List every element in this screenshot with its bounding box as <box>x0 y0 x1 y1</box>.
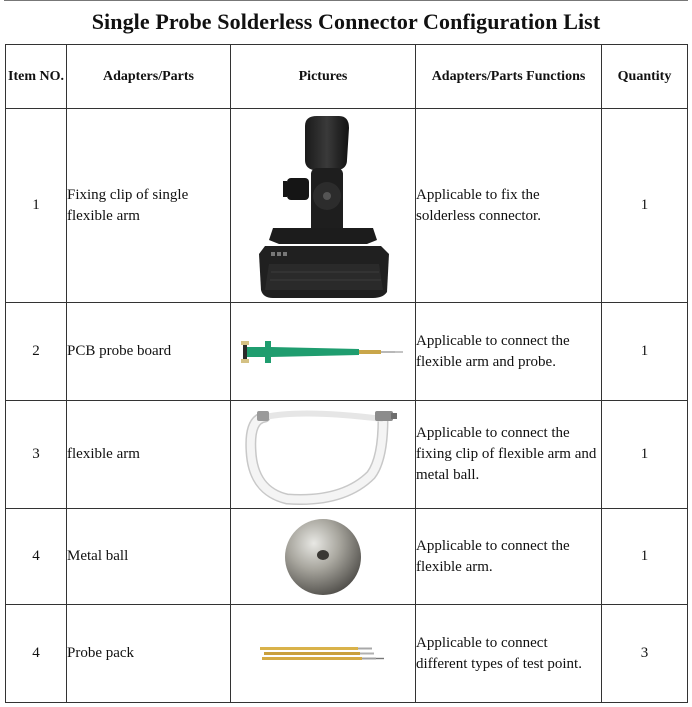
table-row <box>6 303 688 401</box>
table-row <box>6 109 688 303</box>
part-function: Applicable to fix the solderless connector. <box>416 109 602 303</box>
page-title: Single Probe Solderless Connector Configuration List <box>91 9 601 34</box>
probe-pack-photo <box>258 644 388 664</box>
part-name: PCB probe board <box>67 303 231 401</box>
top-rule <box>4 0 688 1</box>
header-pictures: Pictures <box>231 45 416 109</box>
fixing-clip-photo <box>243 114 403 298</box>
table-row <box>6 401 688 509</box>
item-number: 3 <box>6 401 67 509</box>
part-quantity: 3 <box>602 605 688 703</box>
metal-ball-photo <box>283 517 363 597</box>
header-parts: Adapters/Parts <box>67 45 231 109</box>
part-function: Applicable to connect the fixing clip of flexible arm and metal ball. <box>416 401 602 509</box>
header-item-no: Item NO. <box>6 45 67 109</box>
picture-cell <box>231 605 416 703</box>
part-quantity: 1 <box>602 509 688 605</box>
part-function: Applicable to connect the flexible arm and probe. <box>416 303 602 401</box>
item-number: 2 <box>6 303 67 401</box>
part-name: Fixing clip of single flexible arm <box>67 109 231 303</box>
table-row <box>6 605 688 703</box>
part-quantity: 1 <box>602 109 688 303</box>
item-number: 4 <box>6 605 67 703</box>
item-number: 1 <box>6 109 67 303</box>
header-functions: Adapters/Parts Functions <box>416 45 602 109</box>
picture-cell <box>231 109 416 303</box>
part-function: Applicable to connect the flexible arm. <box>416 509 602 605</box>
table-row <box>6 509 688 605</box>
configuration-table <box>5 44 688 703</box>
part-name: Probe pack <box>67 605 231 703</box>
picture-cell <box>231 509 416 605</box>
picture-cell <box>231 401 416 509</box>
part-quantity: 1 <box>602 303 688 401</box>
flexible-arm-photo <box>243 405 403 505</box>
part-name: flexible arm <box>67 401 231 509</box>
part-function: Applicable to connect different types of test point. <box>416 605 602 703</box>
part-name: Metal ball <box>67 509 231 605</box>
header-quantity: Quantity <box>602 45 688 109</box>
header-row <box>6 45 688 109</box>
item-number: 4 <box>6 509 67 605</box>
part-quantity: 1 <box>602 401 688 509</box>
picture-cell <box>231 303 416 401</box>
pcb-probe-board-photo <box>237 337 409 367</box>
